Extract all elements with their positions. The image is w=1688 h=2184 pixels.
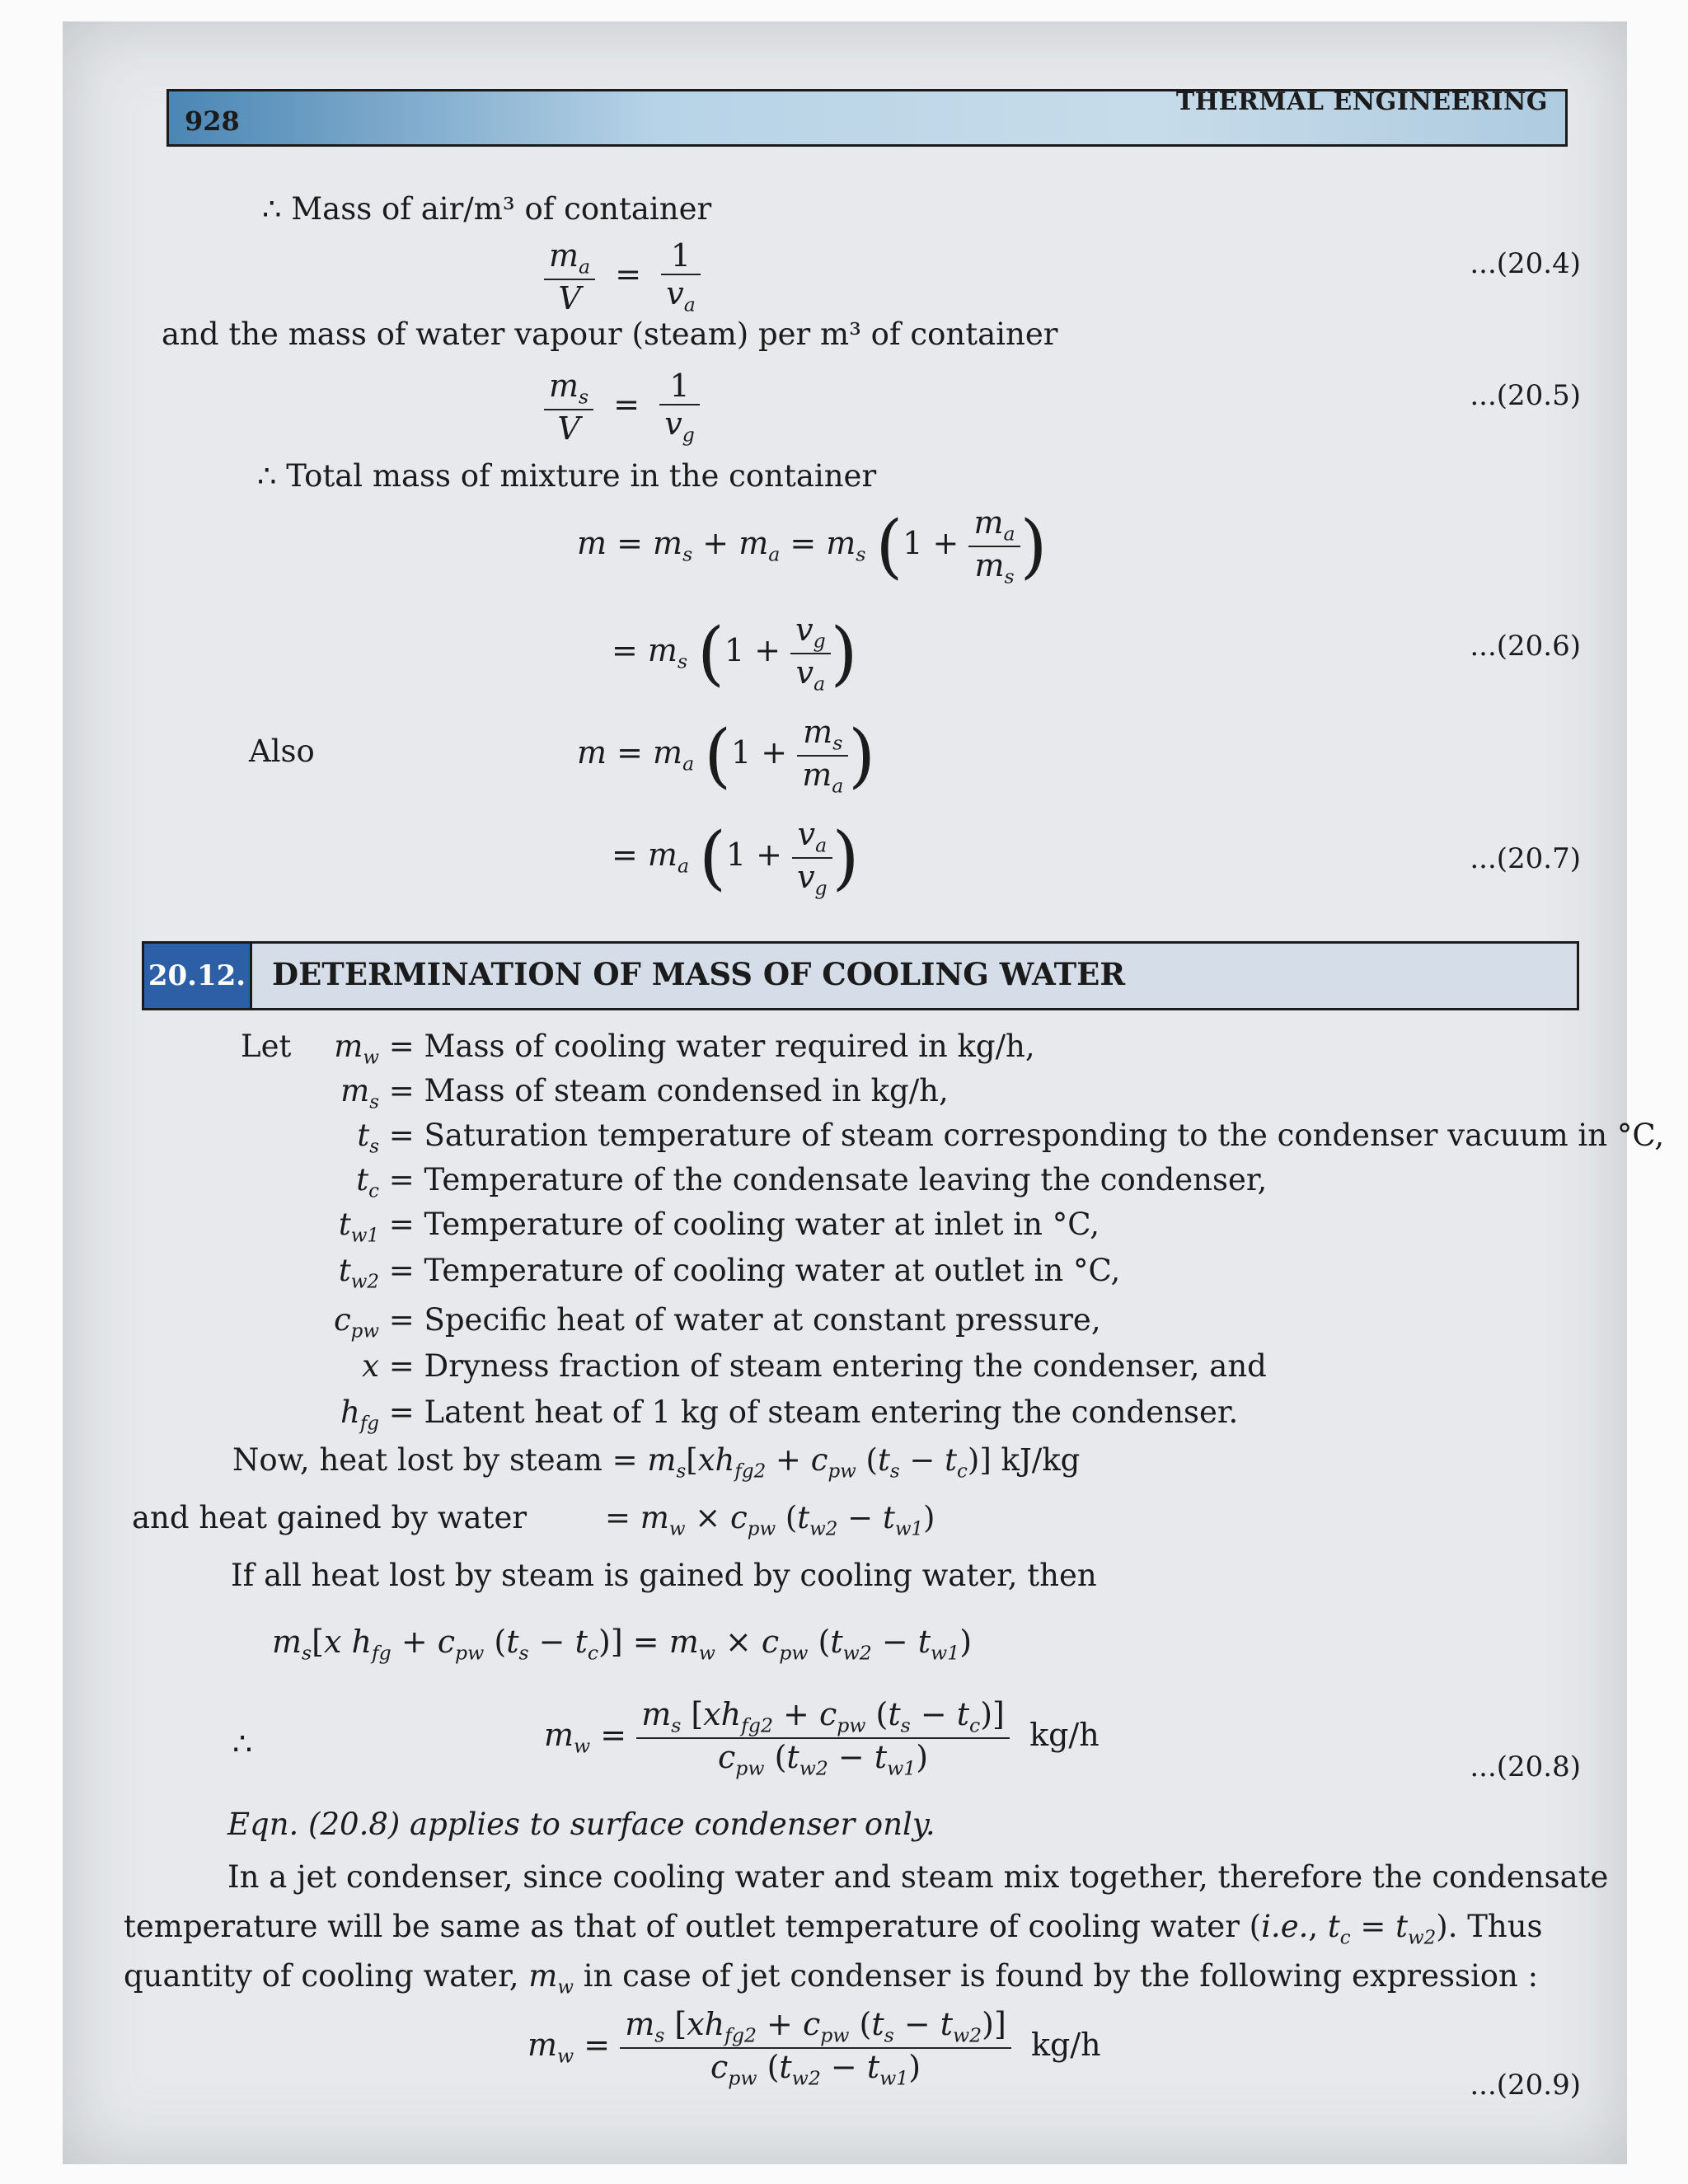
jet-paragraph-line2: temperature will be same as that of outlet temperature of cooling water (i.e., $t_c = t_{w2}$). Thus (124, 1909, 1543, 1949)
def-ms: $m_s$ = Mass of steam condensed in kg/h, (340, 1073, 949, 1113)
if-all-line: If all heat lost by steam is gained by cooling water, then (231, 1558, 1097, 1593)
jet-p2a: temperature will be same as that of outlet temperature of cooling water ( (124, 1909, 1262, 1944)
eqno-20-6: ...(20.6) (1470, 630, 1581, 663)
eqno-20-5: ...(20.5) (1470, 379, 1581, 412)
section-title: DETERMINATION OF MASS OF COOLING WATER (272, 956, 1126, 992)
def-tw2-text: = Temperature of cooling water at outlet in °C, (388, 1253, 1121, 1288)
jet-p2b: i.e. (1261, 1909, 1309, 1944)
jet-paragraph-line3: quantity of cooling water, $m_w$ in case of jet condenser is found by the following expression : (124, 1958, 1539, 1999)
def-ts: $t_s$ = Saturation temperature of steam corresponding to the condenser vacuum in °C, (357, 1118, 1665, 1158)
def-cpw-text: = Specific heat of water at constant pressure, (388, 1302, 1101, 1338)
eqno-20-8: ...(20.8) (1470, 1750, 1581, 1783)
def-ts-text: = Saturation temperature of steam corresponding to the condenser vacuum in °C, (388, 1118, 1665, 1153)
equation-20-8: $m_w$ = $\frac{m_s [xh_{fg2} + c_{pw} (t_s - t_c)]}{c_{pw} (t_{w2} - t_{w1})}$ kg/h (544, 1696, 1100, 1780)
page-number: 928 (185, 105, 240, 137)
def-tw1: $t_{w1}$ = Temperature of cooling water at inlet in °C, (338, 1207, 1100, 1247)
equation-20-9: $m_w$ = $\frac{m_s [xh_{fg2} + c_{pw} (t_s - t_{w2})]}{c_{pw} (t_{w2} - t_{w1})}$ kg/h (528, 2006, 1101, 2090)
total-mass-intro: ∴ Total mass of mixture in the container (257, 458, 877, 494)
eq-20-9-unit: kg/h (1031, 2027, 1101, 2064)
therefore-symbol: ∴ (232, 1726, 253, 1762)
jet-p3b: in case of jet condenser is found by the following expression : (583, 1958, 1539, 1994)
def-x: x = Dryness fraction of steam entering the condenser, and (362, 1348, 1267, 1384)
equation-20-6: = $m_s$ (1 + $\frac{v_g}{v_a}$ ) (612, 612, 858, 696)
def-mw: $m_w$ = Mass of cooling water required in kg/h, (334, 1029, 1035, 1069)
def-tw2: $t_{w2}$ = Temperature of cooling water at outlet in °C, (338, 1253, 1121, 1293)
heat-lost-line: Now, heat lost by steam = $m_s[xh_{fg2} + c_{pw}$ $(t_s - t_c)$] kJ/kg (232, 1442, 1081, 1483)
book-title: THERMAL ENGINEERING (1175, 87, 1548, 116)
def-hfg-text: = Latent heat of 1 kg of steam entering the condenser. (388, 1394, 1239, 1430)
heat-lost-unit: kJ/kg (1001, 1442, 1081, 1478)
heat-gained-expr: = $m_w \times c_{pw}$ $(t_{w2} - t_{w1})$ (605, 1500, 935, 1540)
eqno-20-7: ...(20.7) (1470, 842, 1581, 875)
equation-20-4: $\frac{m_a}{V}$ = $\frac{1}{v_a}$ (544, 237, 701, 316)
eqn-note: Eqn. (20.8) applies to surface condenser only. (227, 1807, 935, 1842)
equation-20-7: = $m_a$ (1 + $\frac{v_a}{v_g}$ ) (612, 816, 860, 900)
jet-paragraph-line1: In a jet condenser, since cooling water and steam mix together, therefore the condensate (227, 1859, 1609, 1895)
water-vapour-intro: and the mass of water vapour (steam) per m³ of container (162, 316, 1058, 352)
eqno-20-9: ...(20.9) (1470, 2069, 1581, 2102)
eqno-20-4: ...(20.4) (1470, 247, 1581, 280)
energy-balance-equation: $m_s[x$ $h_{fg} + c_{pw}$ $(t_s - t_c)] = m_w \times c_{pw}$ $(t_{w2} - t_{w1})$ (272, 1624, 973, 1665)
def-x-text: = Dryness fraction of steam entering the condenser, and (388, 1348, 1267, 1384)
equation-20-5: $\frac{m_s}{V}$ = $\frac{1}{v_g}$ (544, 368, 700, 447)
def-ms-text: = Mass of steam condensed in kg/h, (388, 1073, 949, 1108)
heat-gained-label: and heat gained by water (132, 1500, 528, 1535)
heat-lost-label: Now, heat lost by steam (232, 1442, 603, 1478)
def-tc: $t_c$ = Temperature of the condensate leaving the condenser, (356, 1162, 1268, 1202)
jet-p2c: ). Thus (1436, 1909, 1543, 1944)
def-tc-text: = Temperature of the condensate leaving the condenser, (388, 1162, 1268, 1197)
eq-20-8-unit: kg/h (1029, 1717, 1100, 1754)
def-tw1-text: = Temperature of cooling water at inlet in °C, (388, 1207, 1100, 1242)
equation-also-line1: $m = m_a$ (1 + $\frac{m_s}{m_a}$ ) (577, 714, 876, 798)
equation-total-mass-line1: $m = m_s + m_a = m_s$ (1 + $\frac{m_a}{m_s}$ ) (577, 504, 1048, 588)
jet-p3a: quantity of cooling water, (124, 1958, 519, 1994)
def-cpw: $c_{pw}$ = Specific heat of water at constant pressure, (333, 1302, 1101, 1343)
let-label: Let (241, 1029, 292, 1064)
section-number: 20.12. (142, 941, 252, 1010)
def-mw-text: = Mass of cooling water required in kg/h, (388, 1029, 1035, 1064)
also-label: Also (249, 733, 315, 769)
mass-air-intro: ∴ Mass of air/m³ of container (262, 191, 712, 227)
def-hfg: $h_{fg}$ = Latent heat of 1 kg of steam entering the condenser. (340, 1394, 1239, 1435)
